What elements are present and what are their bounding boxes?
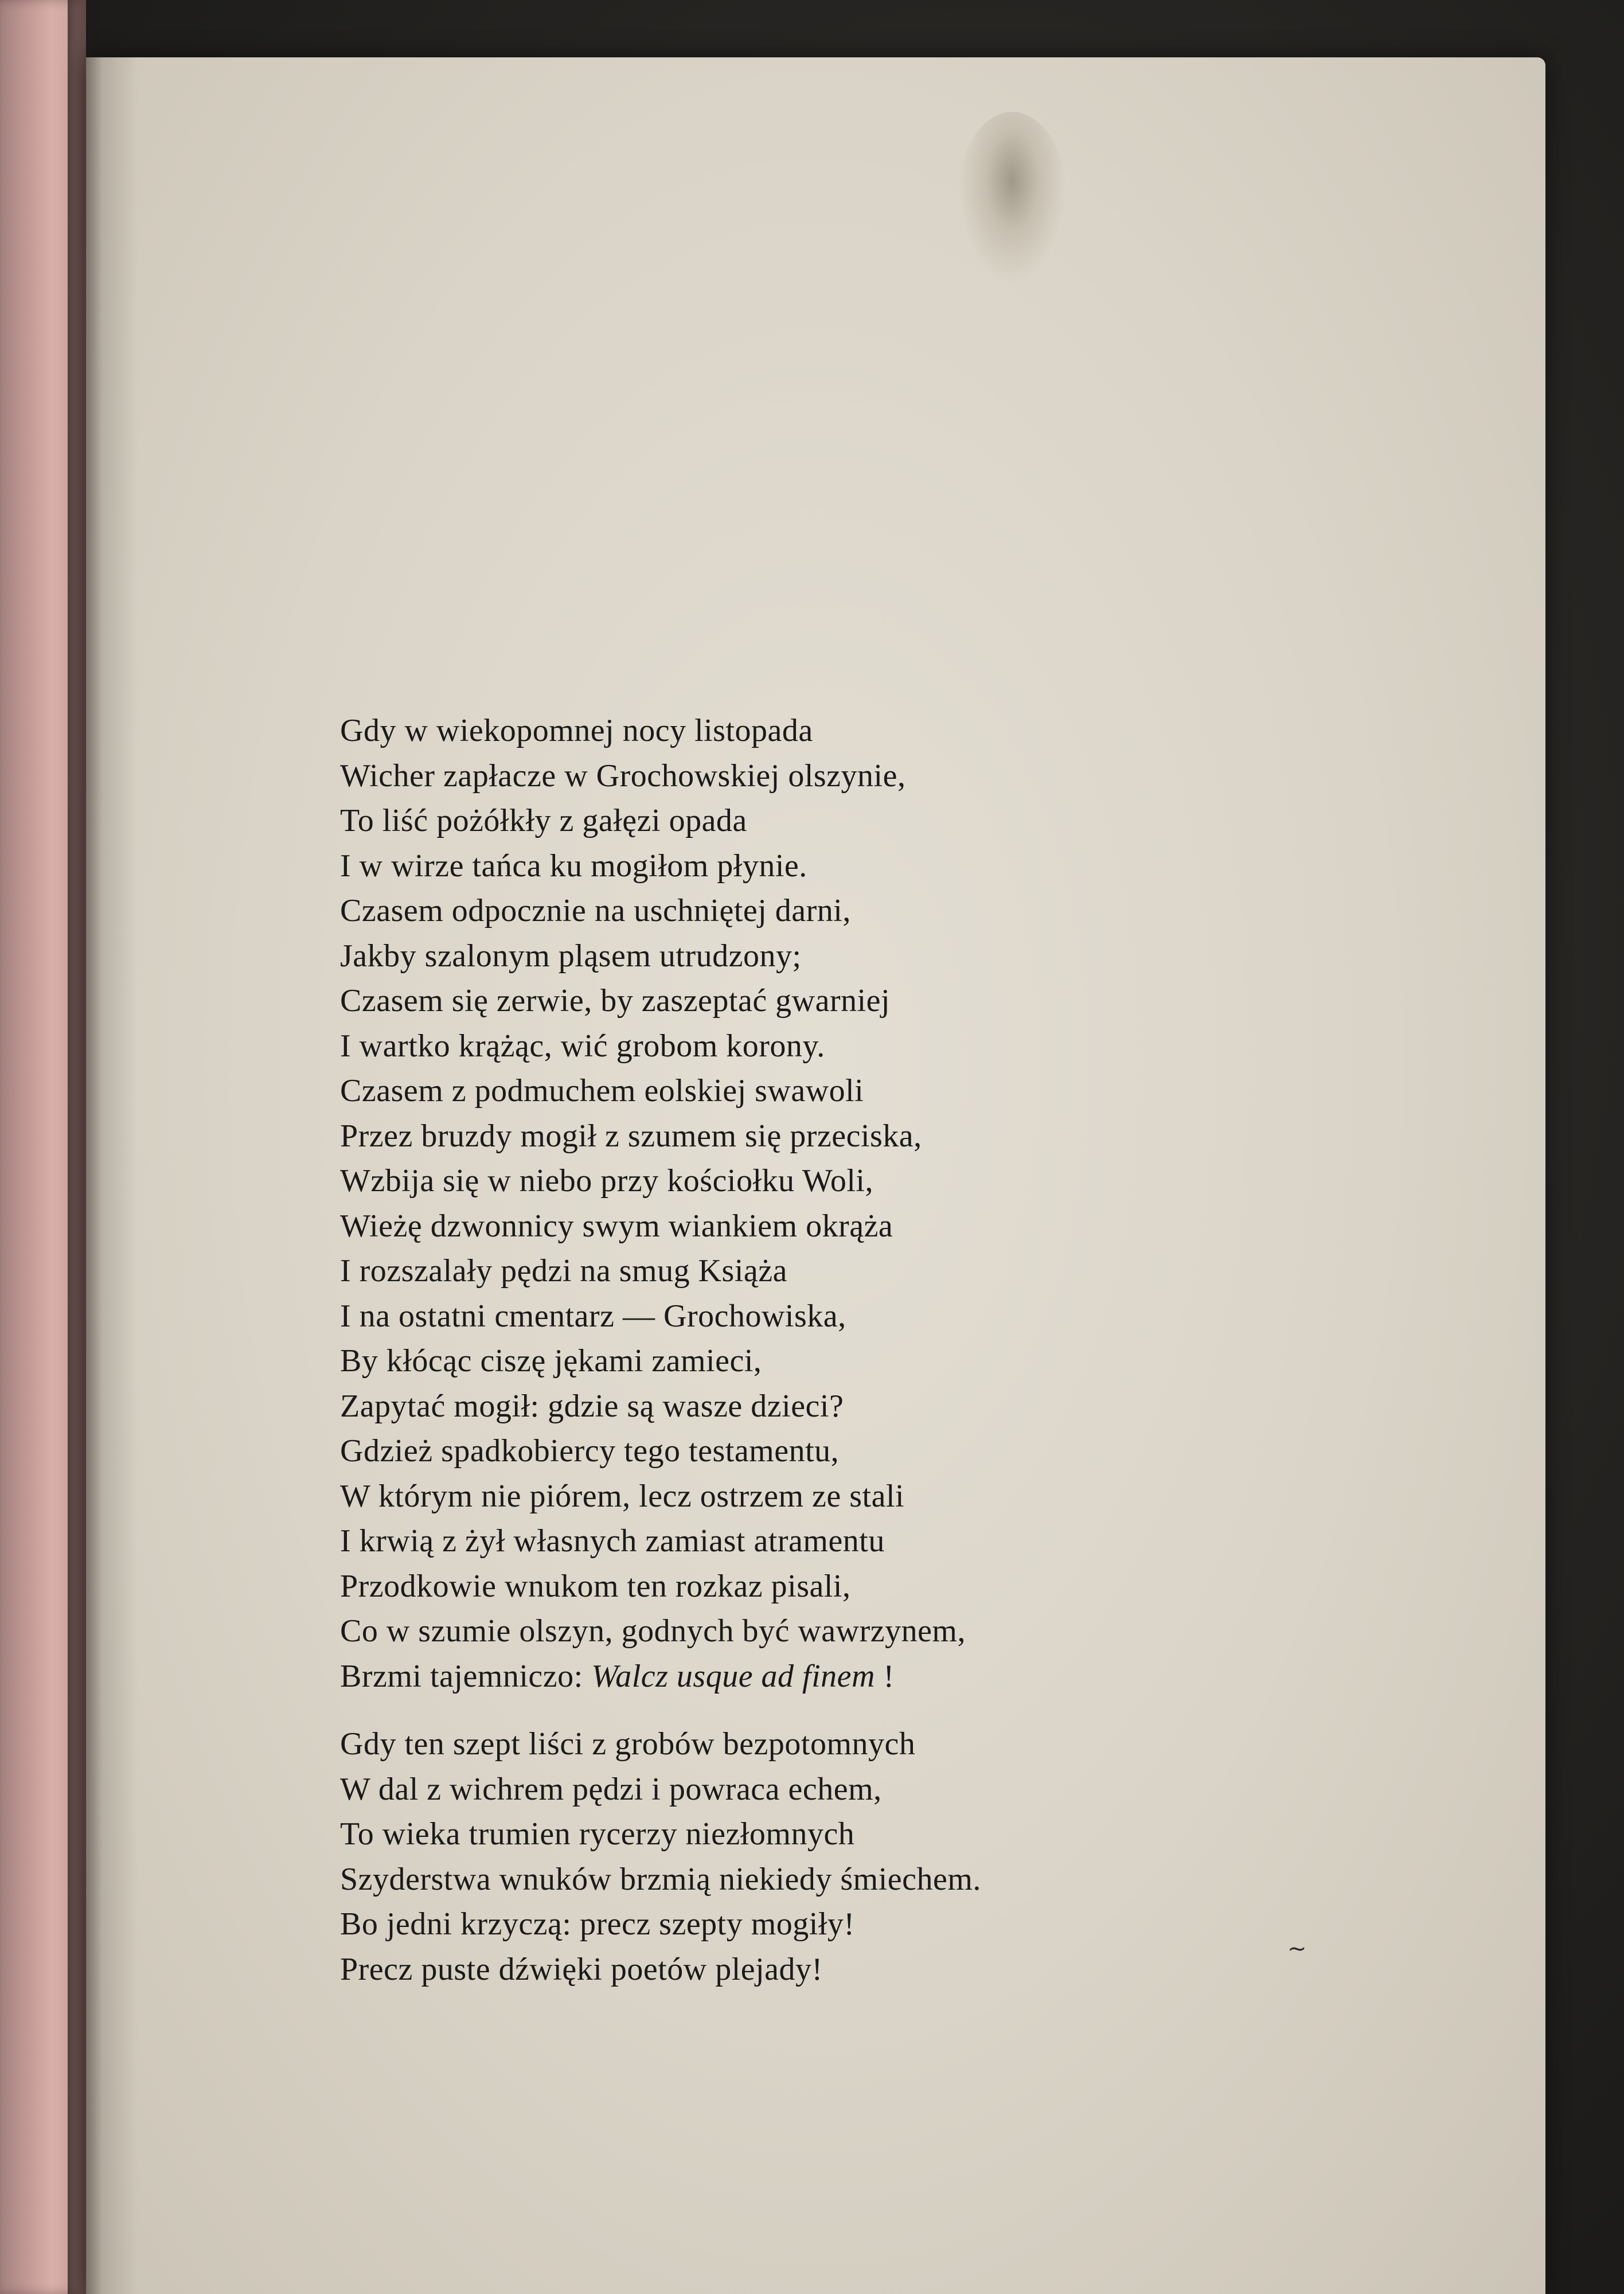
poem-line: I krwią z żył własnych zamiast atramentu <box>340 1523 885 1559</box>
poem-line: Przodkowie wnukom ten rozkaz pisali, <box>340 1568 851 1604</box>
poem-line: Czasem z podmuchem eolskiej swawoli <box>340 1073 864 1109</box>
poem-line: Co w szumie olszyn, godnych być wawrzynem, <box>340 1613 966 1649</box>
poem-line: Gdzież spadkobiercy tego testamentu, <box>340 1433 840 1469</box>
margin-mark: ~ <box>1287 1936 1307 1962</box>
poem-text <box>340 708 1315 1992</box>
poem-line: W którym nie piórem, lecz ostrzem ze stali <box>340 1478 905 1514</box>
poem-line: Wicher zapłacze w Grochowskiej olszynie, <box>340 758 906 794</box>
poem-line: W dal z wichrem pędzi i powraca echem, <box>340 1771 882 1807</box>
latin-phrase: Walcz usque ad finem <box>591 1658 875 1694</box>
stanza-2 <box>340 1722 1315 1992</box>
poem-line: I wartko krążąc, wić grobom korony. <box>340 1028 825 1064</box>
stanza-gap <box>340 1699 1315 1722</box>
poem-line: Wieżę dzwonnicy swym wiankiem okrąża <box>340 1208 893 1244</box>
poem-line-suffix: ! <box>875 1658 895 1694</box>
poem-line: I w wirze tańca ku mogiłom płynie. <box>340 848 807 884</box>
poem-line: Czasem odpocznie na uschniętej darni, <box>340 893 851 928</box>
poem-line: Czasem się zerwie, by zaszeptać gwarniej <box>340 983 891 1019</box>
poem-line-prefix: Brzmi tajemniczo: <box>340 1658 592 1694</box>
stanza-1 <box>340 708 1315 1654</box>
poem-line: Precz puste dźwięki poetów plejady! <box>340 1951 823 1987</box>
spine-shadow <box>68 0 102 2294</box>
poem-line: Gdy w wiekopomnej nocy listopada <box>340 713 813 748</box>
poem-line: To liść pożółkły z gałęzi opada <box>340 803 747 838</box>
poem-line: Gdy ten szept liści z grobów bezpotomnych <box>340 1726 916 1762</box>
poem-line: Wzbija się w niebo przy kościołku Woli, <box>340 1163 873 1199</box>
poem-line: Szyderstwa wnuków brzmią niekiedy śmiechem. <box>340 1861 981 1897</box>
poem-line: Bo jedni krzyczą: precz szepty mogiły! <box>340 1906 855 1942</box>
poem-line-final <box>340 1654 1315 1699</box>
paper-stain <box>958 112 1067 284</box>
poem-line: Zapytać mogił: gdzie są wasze dzieci? <box>340 1388 844 1424</box>
poem-line: I na ostatni cmentarz — Grochowiska, <box>340 1298 846 1334</box>
poem-line: I rozszalały pędzi na smug Książa <box>340 1253 787 1289</box>
poem-line: Przez bruzdy mogił z szumem się przeciska, <box>340 1118 922 1154</box>
poem-line: To wieka trumien rycerzy niezłomnych <box>340 1816 855 1852</box>
poem-line: Jakby szalonym pląsem utrudzony; <box>340 938 802 974</box>
poem-line: By kłócąc ciszę jękami zamieci, <box>340 1343 762 1379</box>
